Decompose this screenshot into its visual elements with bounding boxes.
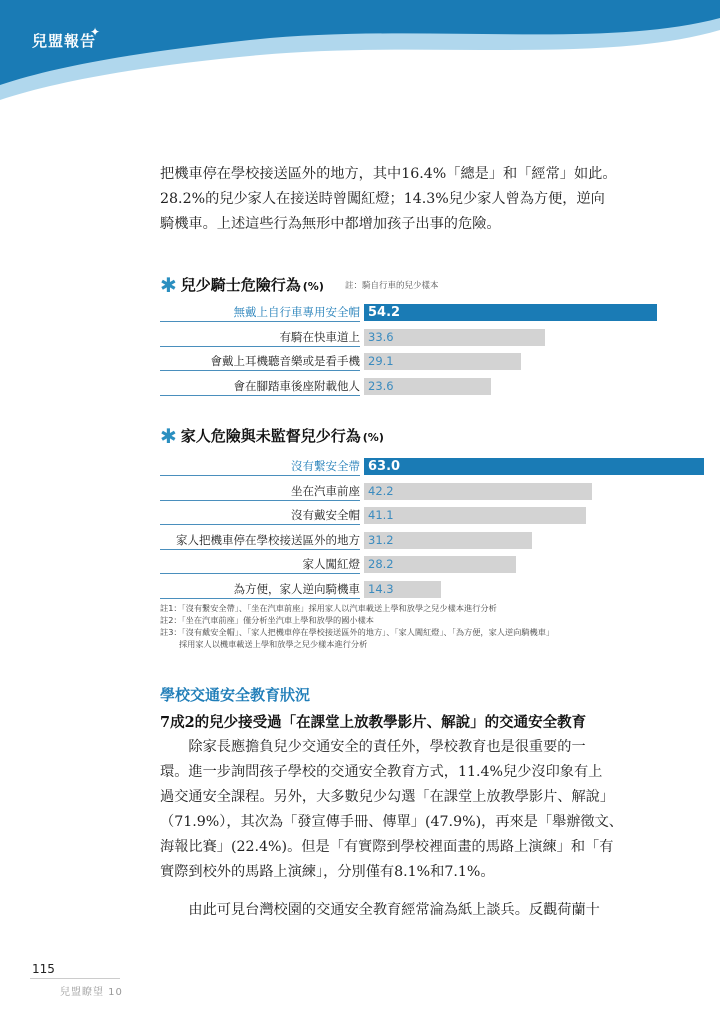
bar-baseline	[160, 321, 360, 322]
bar-row	[160, 483, 640, 500]
bar-row	[160, 581, 640, 598]
body-line: 環。進一步詢問孩子學校的交通安全教育方式，11.4%兒少沒印象有上	[160, 764, 603, 780]
chart2	[160, 458, 640, 598]
closing-line: 由此可見台灣校園的交通安全教育經常淪為紙上談兵。反觀荷蘭十	[160, 902, 600, 918]
note-line: 註2：「坐在汽車前座」僅分析坐汽車上學和放學的國小樣本	[160, 615, 374, 625]
body-line: （71.9%），其次為「發宣傳手冊、傳單」(47.9%)，再來是「舉辦徵文、	[160, 814, 623, 830]
bar-value-label: 41.1	[368, 508, 394, 522]
bar-label: 家人闖紅燈	[302, 557, 360, 571]
intro-line: 把機車停在學校接送區外的地方，其中16.4%「總是」和「經常」如此。	[160, 166, 617, 182]
bar-label: 為方便，家人逆向騎機車	[233, 582, 360, 596]
bar-row	[160, 329, 640, 346]
bar-value-label: 63.0	[368, 459, 401, 474]
bar	[364, 556, 516, 573]
body-line: 實際到校外的馬路上演練」，分別僅有8.1%和7.1%。	[160, 864, 495, 880]
bar	[364, 329, 545, 346]
bar	[364, 581, 441, 598]
bar-baseline	[160, 395, 360, 396]
bar-label: 會在腳踏車後座附載他人	[233, 379, 360, 393]
section-heading: 學校交通安全教育狀況	[160, 686, 311, 704]
bar-row	[160, 304, 640, 321]
bar-baseline	[160, 475, 360, 476]
chart1	[160, 304, 640, 394]
bar-baseline	[160, 598, 360, 599]
bar-label: 坐在汽車前座	[291, 484, 360, 498]
bar-value-label: 31.2	[368, 533, 394, 547]
bar-row	[160, 532, 640, 549]
bar-value-label: 14.3	[368, 582, 394, 596]
bar	[364, 353, 521, 370]
intro-line: 28.2%的兒少家人在接送時曾闖紅燈；14.3%兒少家人曾為方便，逆向	[160, 191, 605, 207]
bar	[364, 458, 704, 475]
bar-row	[160, 556, 640, 573]
chart1-title-text: 兒少騎士危險行為	[180, 276, 301, 294]
body-line: 過交通安全課程。另外，大多數兒少勾選「在課堂上放教學影片、解說」	[160, 789, 615, 805]
bar-baseline	[160, 370, 360, 371]
page-number: 115	[32, 962, 55, 976]
bar-row	[160, 353, 640, 370]
asterisk-icon: ✱	[160, 424, 177, 448]
header-wave-banner	[0, 0, 720, 110]
bar-baseline	[160, 524, 360, 525]
bar-label: 沒有繫安全帶	[291, 459, 360, 473]
bar-baseline	[160, 346, 360, 347]
header-title: 兒盟報告	[32, 32, 97, 50]
bar	[364, 378, 491, 395]
bar-value-label: 23.6	[368, 379, 394, 393]
body-line: 除家長應擔負兒少交通安全的責任外，學校教育也是很重要的一	[160, 739, 586, 755]
chart1-unit: (%)	[302, 280, 324, 293]
bar-value-label: 29.1	[368, 354, 394, 368]
body-line: 海報比賽」(22.4%)。但是「有實際到學校裡面畫的馬路上演練」和「有	[160, 839, 614, 855]
note-line: 註1：「沒有繫安全帶」、「坐在汽車前座」採用家人以汽車載送上學和放學之兒少樣本進行分析	[160, 603, 497, 613]
bar-label: 有騎在快車道上	[279, 330, 360, 344]
bar-label: 家人把機車停在學校接送區外的地方	[176, 533, 360, 547]
bar	[364, 532, 532, 549]
footer-divider	[30, 978, 120, 979]
note-line: 註3：「沒有戴安全帽」、「家人把機車停在學校接送區外的地方」、「家人闖紅燈」、「為方便，家人逆向騎機車」	[160, 627, 555, 637]
bar-baseline	[160, 573, 360, 574]
bar-row	[160, 378, 640, 395]
chart2-title-text: 家人危險與未監督兒少行為	[180, 427, 361, 445]
bar-label: 無戴上自行車專用安全帽	[233, 305, 360, 319]
chart1-title	[160, 273, 324, 297]
asterisk-icon: ✱	[160, 273, 177, 297]
bar-label: 沒有戴安全帽	[291, 508, 360, 522]
bar-value-label: 54.2	[368, 305, 401, 320]
bar-value-label: 33.6	[368, 330, 394, 344]
bar	[364, 483, 592, 500]
bar-baseline	[160, 549, 360, 550]
footer-title: 兒盟瞭望 10	[60, 987, 123, 998]
bar-value-label: 28.2	[368, 557, 394, 571]
section-subheading: 7成2的兒少接受過「在課堂上放教學影片、解說」的交通安全教育	[160, 714, 587, 731]
note-line: 採用家人以機車載送上學和放學之兒少樣本進行分析	[160, 639, 368, 649]
bar	[364, 304, 657, 321]
bar-value-label: 42.2	[368, 484, 394, 498]
intro-line: 騎機車。上述這些行為無形中都增加孩子出事的危險。	[160, 216, 501, 232]
bar-row	[160, 458, 640, 475]
chart2-unit: (%)	[362, 431, 384, 444]
sparkle-icon: ✦	[90, 25, 101, 39]
bar-label: 會戴上耳機聽音樂或是看手機	[210, 354, 360, 368]
chart1-note: 註：騎自行車的兒少樣本	[345, 281, 439, 291]
bar	[364, 507, 586, 524]
chart2-title	[160, 424, 384, 448]
bar-baseline	[160, 500, 360, 501]
bar-row	[160, 507, 640, 524]
